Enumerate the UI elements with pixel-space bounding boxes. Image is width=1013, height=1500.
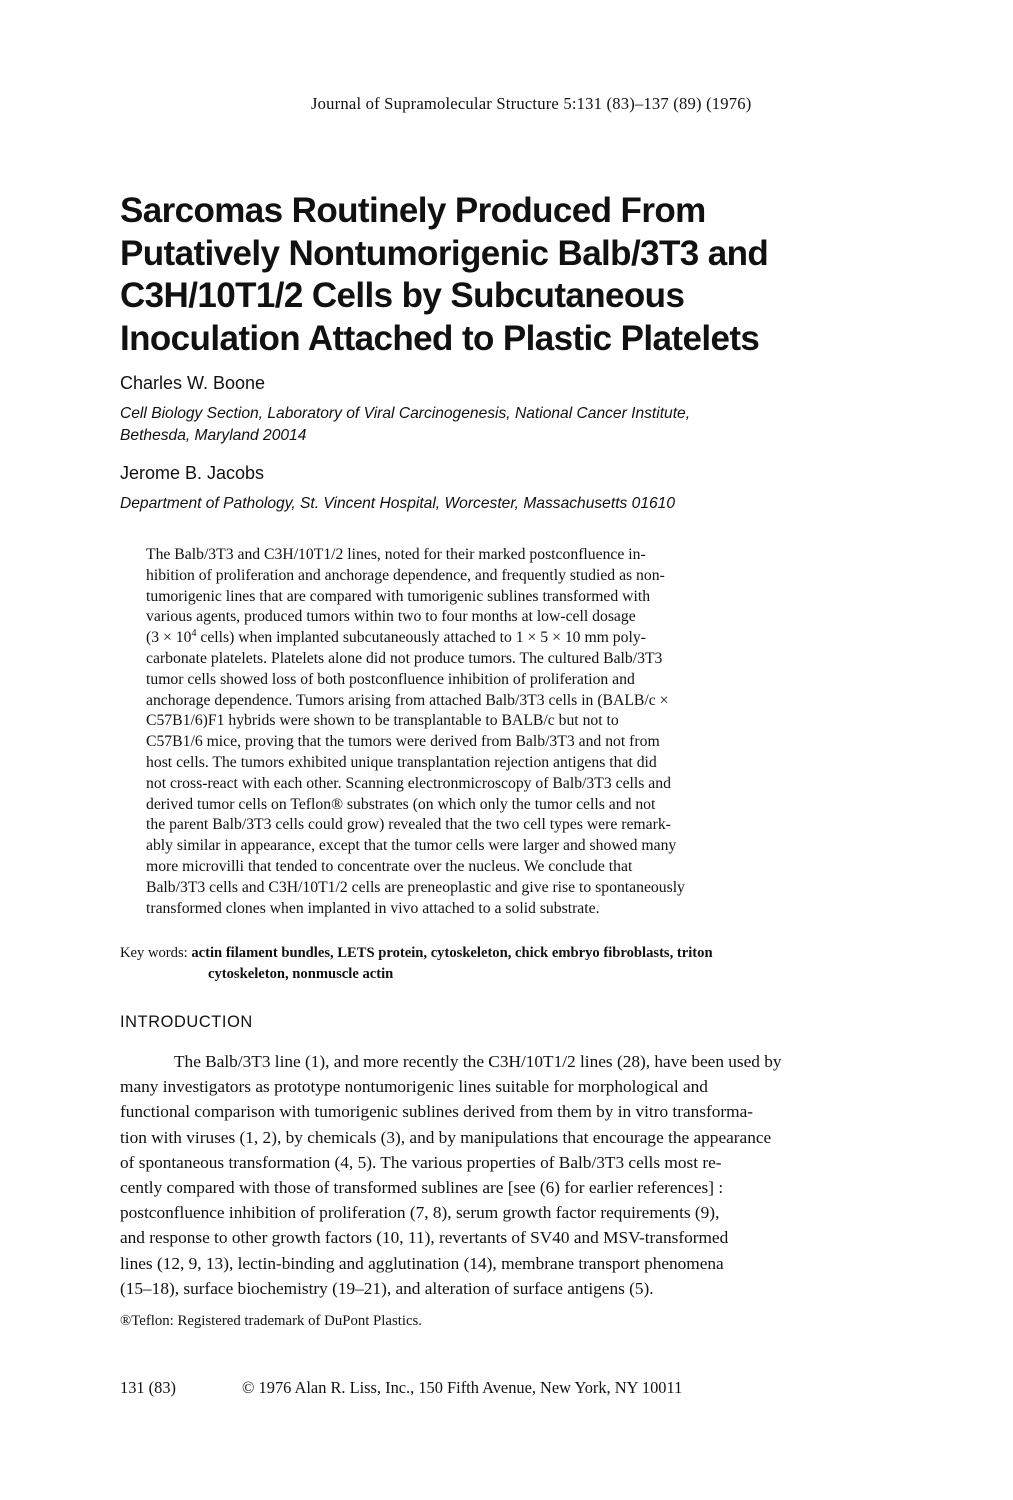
section-heading-introduction: INTRODUCTION: [120, 1013, 253, 1031]
intro-line: (15–18), surface biochemistry (19–21), and alteration of surface antigens (5).: [120, 1278, 654, 1298]
keywords-text: actin filament bundles, LETS protein, cytoskeleton, chick embryo fibroblasts, triton: [191, 945, 713, 961]
keywords-text: cytoskeleton, nonmuscle actin: [208, 966, 394, 982]
author-affiliation: [120, 493, 880, 515]
abstract-line: not cross-react with each other. Scanning electronmicroscopy of Balb/3T3 cells and: [146, 774, 671, 792]
abstract-line: derived tumor cells on Teflon® substrates (on which only the tumor cells and not: [146, 795, 656, 813]
intro-line: functional comparison with tumorigenic sublines derived from them by in vitro transforma-: [120, 1102, 754, 1122]
abstract-line: the parent Balb/3T3 cells could grow) revealed that the two cell types were remark-: [146, 816, 671, 834]
abstract-line: ably similar in appearance, except that the tumor cells were larger and showed many: [146, 837, 677, 855]
abstract-line: various agents, produced tumors within two to four months at low-cell dosage: [146, 608, 636, 626]
abstract-line-part: cells) when implanted subcutaneously attached to 1 × 5 × 10 mm poly-: [196, 629, 646, 647]
abstract-line: carbonate platelets. Platelets alone did not produce tumors. The cultured Balb/3T3: [146, 649, 663, 667]
abstract-line: [146, 628, 886, 649]
intro-line: many investigators as prototype nontumorigenic lines suitable for morphological and: [120, 1077, 708, 1097]
abstract: [146, 545, 886, 919]
abstract-line: C57B1/6)F1 hybrids were shown to be transplantable to BALB/c but not to: [146, 712, 619, 730]
introduction-body: [120, 1049, 910, 1301]
abstract-line: more microvilli that tended to concentrate over the nucleus. We conclude that: [146, 857, 633, 875]
intro-line: The Balb/3T3 line (1), and more recently the C3H/10T1/2 lines (28), have been used by: [174, 1052, 782, 1071]
author-name: Charles W. Boone: [120, 373, 266, 393]
article-title: [120, 190, 900, 360]
abstract-line: tumor cells showed loss of both postconfluence inhibition of proliferation and: [146, 670, 635, 688]
affiliation-line: Cell Biology Section, Laboratory of Viral Carcinogenesis, National Cancer Institute,: [120, 405, 691, 422]
abstract-line: hibition of proliferation and anchorage dependence, and frequently studied as non-: [146, 566, 665, 584]
keywords: [120, 943, 900, 985]
affiliation-line: Bethesda, Maryland 20014: [120, 427, 307, 444]
intro-line: lines (12, 9, 13), lectin-binding and agglutination (14), membrane transport phenomena: [120, 1253, 724, 1273]
abstract-line: host cells. The tumors exhibited unique transplantation rejection antigens that did: [146, 753, 657, 771]
intro-line: cently compared with those of transformed sublines are [see (6) for earlier references] :: [120, 1178, 724, 1198]
journal-citation: Journal of Supramolecular Structure 5:131 (83)–137 (89) (1976): [311, 94, 752, 113]
abstract-line: C57B1/6 mice, proving that the tumors were derived from Balb/3T3 and not from: [146, 733, 660, 751]
abstract-line: Balb/3T3 cells and C3H/10T1/2 cells are preneoplastic and give rise to spontaneously: [146, 878, 685, 896]
title-line: C3H/10T1/2 Cells by Subcutaneous: [120, 276, 685, 315]
abstract-line: transformed clones when implanted in vivo attached to a solid substrate.: [146, 899, 600, 917]
affiliation-line: Department of Pathology, St. Vincent Hospital, Worcester, Massachusetts 01610: [120, 495, 676, 512]
title-line: Sarcomas Routinely Produced From: [120, 191, 706, 230]
keywords-label: Key words:: [120, 945, 188, 961]
abstract-line: anchorage dependence. Tumors arising from attached Balb/3T3 cells in (BALB/c ×: [146, 691, 669, 709]
title-line: Putatively Nontumorigenic Balb/3T3 and: [120, 233, 769, 273]
abstract-line: The Balb/3T3 and C3H/10T1/2 lines, noted for their marked postconfluence in-: [146, 546, 646, 563]
copyright-notice: © 1976 Alan R. Liss, Inc., 150 Fifth Avenue, New York, NY 10011: [242, 1378, 683, 1397]
title-line: Inoculation Attached to Plastic Platelets: [120, 318, 760, 358]
intro-line: tion with viruses (1, 2), by chemicals (3), and by manipulations that encourage the appearance: [120, 1127, 772, 1147]
intro-line: postconfluence inhibition of proliferation (7, 8), serum growth factor requirements (9),: [120, 1203, 720, 1223]
abstract-line-part: (3 × 10: [146, 629, 192, 647]
superscript: 4: [191, 628, 197, 640]
page-number: 131 (83): [120, 1378, 176, 1397]
author-affiliation: [120, 403, 880, 447]
footnote: ®Teflon: Registered trademark of DuPont Plastics.: [120, 1313, 422, 1329]
abstract-line: tumorigenic lines that are compared with tumorigenic sublines transformed with: [146, 587, 651, 605]
intro-line: and response to other growth factors (10, 11), revertants of SV40 and MSV-transformed: [120, 1228, 729, 1248]
author-name: Jerome B. Jacobs: [120, 463, 265, 483]
intro-line: of spontaneous transformation (4, 5). The various properties of Balb/3T3 cells most re-: [120, 1152, 722, 1172]
